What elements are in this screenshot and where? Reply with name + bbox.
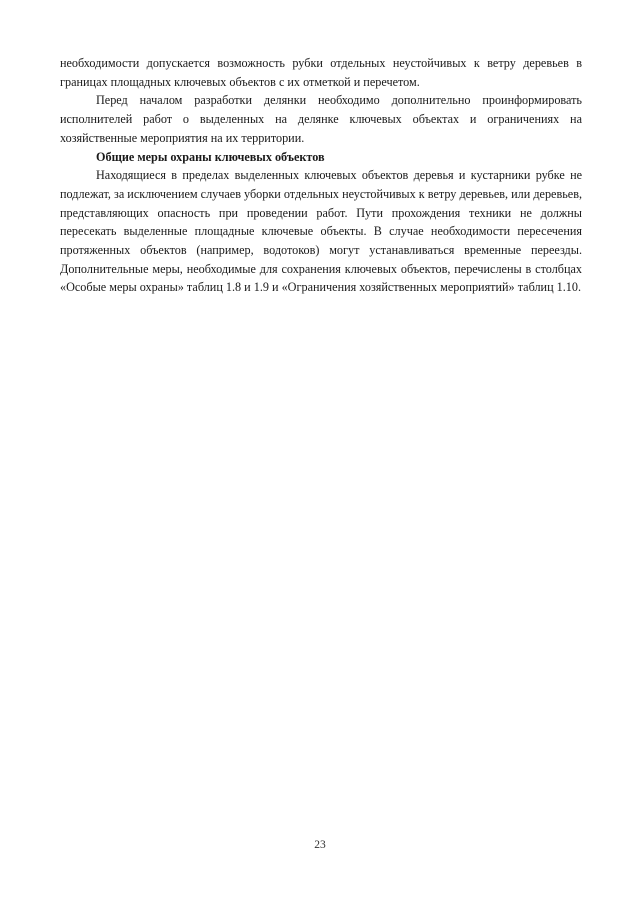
section-heading: Общие меры охраны ключевых объектов bbox=[96, 149, 325, 164]
paragraph-briefing: Перед началом разработки делянки необходимо дополнительно проинформировать исполнителей работ о выделенных на делянке ключевых объектах и ограничениях на хозяйственные мероприятия на их территории. bbox=[60, 93, 582, 145]
paragraph-protection-measures: Находящиеся в пределах выделенных ключевых объектов деревья и кустарники рубке не подлежат, за исключением случаев уборки отдельных неустойчивых к ветру деревьев, или деревьев, представляющих опасность при проведении работ. Пути прохождения техники не должны пересекать выделенные площадные ключевые объекты. В случае необходимости пересечения протяженных объектов (например, водотоков) могут устанавливаться временные переезды. Дополнительные меры, необходимые для сохранения ключевых объектов, перечислены в столбцах «Особые меры охраны» таблиц 1.8 и 1.9 и «Ограничения хозяйственных мероприятий» таблиц 1.10. bbox=[60, 168, 582, 295]
document-body bbox=[60, 54, 582, 297]
page-number: 23 bbox=[314, 839, 326, 851]
paragraph-continuation: необходимости допускается возможность рубки отдельных неустойчивых к ветру деревьев в границах площадных ключевых объектов с их отметкой и перечетом. bbox=[60, 56, 582, 89]
